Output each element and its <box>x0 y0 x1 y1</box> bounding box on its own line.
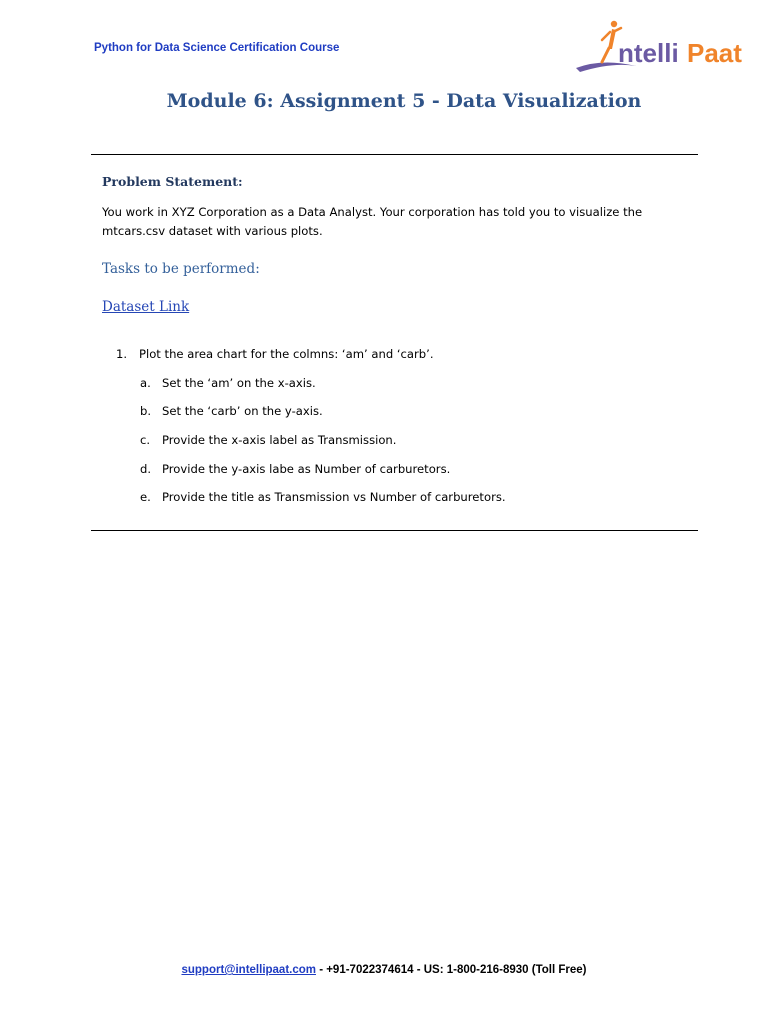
page-title: Module 6: Assignment 5 - Data Visualization <box>166 90 642 112</box>
subtask-letter: b. <box>140 404 152 418</box>
problem-statement-heading: Problem Statement: <box>102 174 243 189</box>
footer-contact <box>0 964 768 976</box>
support-email-link[interactable]: support@intellipaat.com <box>181 964 316 976</box>
subtask-text: Provide the title as Transmission vs Number of carburetors. <box>162 490 506 504</box>
subtask-item <box>140 462 450 476</box>
intellipaat-logo <box>572 16 748 76</box>
task-text: Plot the area chart for the colmns: ‘am’ and ‘carb’. <box>139 347 434 361</box>
subtask-text: Provide the y-axis labe as Number of carburetors. <box>162 462 451 476</box>
subtask-letter: d. <box>140 462 152 476</box>
subtask-item <box>140 376 316 390</box>
subtask-text: Set the ‘carb’ on the y-axis. <box>162 404 323 418</box>
footer-phone-numbers: - +91-7022374614 - US: 1-800-216-8930 (Toll Free) <box>316 964 587 976</box>
subtask-item <box>140 433 396 447</box>
logo-graphic <box>572 16 748 76</box>
subtask-letter: c. <box>140 433 151 447</box>
subtask-letter: a. <box>140 376 151 390</box>
logo-text-main: ntelli <box>618 38 679 68</box>
problem-statement-text <box>102 203 662 241</box>
subtask-text: Set the ‘am’ on the x-axis. <box>162 376 316 390</box>
subtask-item <box>140 490 506 504</box>
tasks-heading: Tasks to be performed: <box>102 261 260 277</box>
subtask-item <box>140 404 323 418</box>
problem-line-1: You work in XYZ Corporation as a Data Analyst. Your corporation has told you to visualize the <box>102 205 643 219</box>
task-number: 1. <box>116 347 128 361</box>
dataset-link[interactable]: Dataset Link <box>102 299 190 315</box>
subtask-letter: e. <box>140 490 151 504</box>
divider-bottom <box>91 530 698 531</box>
logo-text-accent: Paat <box>687 38 742 68</box>
divider-top <box>91 154 698 155</box>
course-title: Python for Data Science Certification Course <box>94 42 340 54</box>
problem-line-2: mtcars.csv dataset with various plots. <box>102 224 323 238</box>
subtask-text: Provide the x-axis label as Transmission. <box>162 433 397 447</box>
